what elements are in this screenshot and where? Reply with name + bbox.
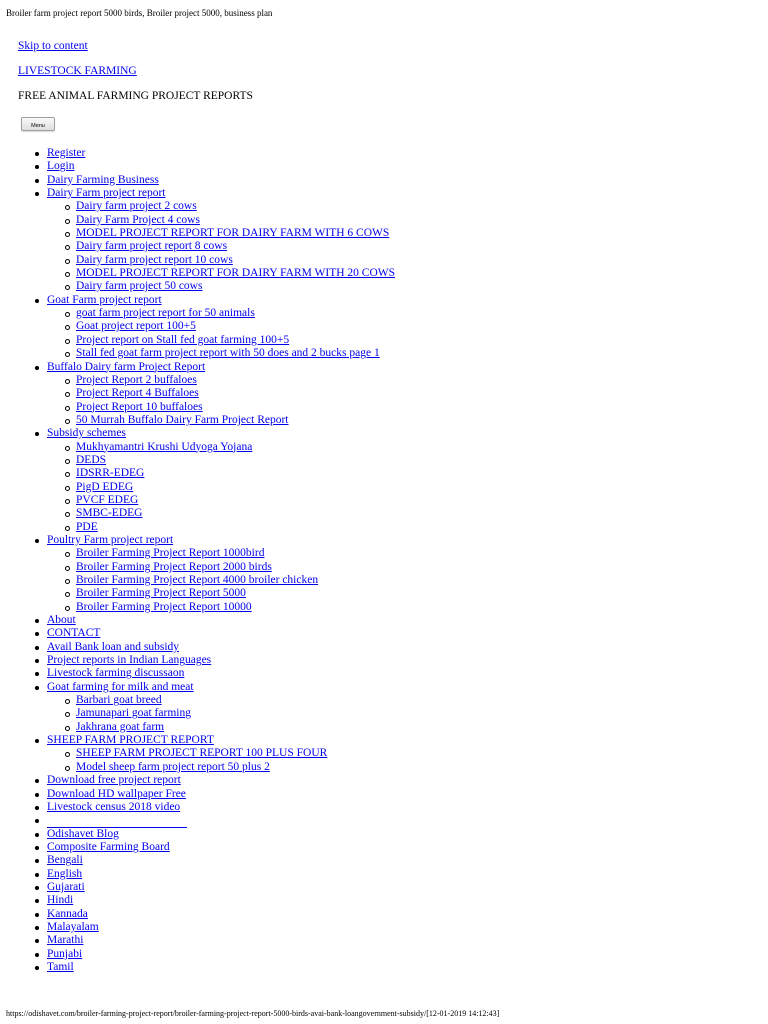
- nav-link[interactable]: Poultry Farm project report: [47, 533, 174, 546]
- submenu-link[interactable]: Model sheep farm project report 50 plus 2: [76, 760, 270, 773]
- submenu-link[interactable]: MODEL PROJECT REPORT FOR DAIRY FARM WITH 6 COWS: [76, 227, 390, 240]
- nav-link[interactable]: Hindi: [47, 894, 74, 907]
- submenu-item: [62, 601, 395, 614]
- submenu-item: [62, 721, 395, 734]
- nav-link[interactable]: Composite Farming Board: [47, 840, 170, 853]
- nav-item: [33, 681, 395, 734]
- nav-link[interactable]: Punjabi: [47, 947, 83, 960]
- submenu-item: [62, 200, 395, 213]
- submenu-link[interactable]: DEDS: [76, 453, 107, 466]
- submenu-item: [62, 747, 395, 760]
- nav-link[interactable]: Login: [47, 160, 75, 173]
- submenu-link[interactable]: Broiler Farming Project Report 10000: [76, 600, 252, 613]
- nav-link[interactable]: Gujarati: [47, 880, 85, 893]
- nav-link[interactable]: CONTACT: [47, 627, 101, 640]
- submenu-link[interactable]: Mukhyamantri Krushi Udyoga Yojana: [76, 440, 253, 453]
- submenu: [47, 200, 395, 293]
- nav-link[interactable]: Dairy Farming Business: [47, 173, 159, 186]
- submenu-item: [62, 227, 395, 240]
- submenu-link[interactable]: SHEEP FARM PROJECT REPORT 100 PLUS FOUR: [76, 747, 328, 760]
- print-footer-url: https://odishavet.com/broiler-farming-project-report/broiler-farming-project-report-5000-birds-avai-bank-loangovernment-subsidy/[12-01-2019 14:12:43]: [6, 1009, 500, 1018]
- submenu-link[interactable]: Goat project report 100+5: [76, 320, 196, 333]
- nav-link[interactable]: Buffalo Dairy farm Project Report: [47, 360, 206, 373]
- nav-link[interactable]: About: [47, 614, 76, 627]
- menu-button[interactable]: Menu: [21, 117, 55, 131]
- submenu-item: [62, 387, 395, 400]
- nav-link[interactable]: Subsidy schemes: [47, 427, 126, 440]
- submenu-link[interactable]: Broiler Farming Project Report 4000 broiler chicken: [76, 574, 319, 586]
- submenu-item: [62, 494, 395, 507]
- submenu-link[interactable]: MODEL PROJECT REPORT FOR DAIRY FARM WITH 20 COWS: [76, 267, 396, 280]
- nav-item: [33, 881, 395, 894]
- submenu-item: [62, 307, 395, 320]
- nav-link[interactable]: Download HD wallpaper Free: [47, 787, 186, 800]
- nav-link[interactable]: English: [47, 867, 83, 880]
- nav-item: [33, 934, 395, 947]
- nav-link[interactable]: Bengali: [47, 854, 83, 867]
- nav-item: [33, 427, 395, 534]
- print-header: Broiler farm project report 5000 birds, Broiler project 5000, business plan: [6, 8, 273, 18]
- submenu-link[interactable]: Project Report 4 Buffaloes: [76, 387, 199, 400]
- submenu-item: [62, 334, 395, 347]
- nav-item: [33, 627, 395, 640]
- nav-link-blank[interactable]: [47, 815, 187, 828]
- nav-item: [33, 160, 395, 173]
- nav-link[interactable]: Register: [47, 147, 86, 159]
- submenu: [47, 441, 395, 534]
- submenu-item: [62, 414, 395, 427]
- nav-link[interactable]: Livestock farming discussaon: [47, 667, 185, 680]
- submenu-link[interactable]: PDE: [76, 520, 98, 533]
- nav-item: [33, 814, 395, 827]
- submenu-item: [62, 574, 395, 587]
- submenu-item: [62, 254, 395, 267]
- nav-item: [33, 534, 395, 614]
- nav-link[interactable]: Kannada: [47, 907, 88, 920]
- submenu-link[interactable]: Broiler Farming Project Report 2000 birds: [76, 560, 272, 573]
- submenu-link[interactable]: IDSRR-EDEG: [76, 467, 145, 480]
- submenu-item: [62, 280, 395, 293]
- nav-link[interactable]: Dairy Farm project report: [47, 187, 166, 200]
- submenu-link[interactable]: Broiler Farming Project Report 1000bird: [76, 547, 265, 560]
- nav-link[interactable]: Goat Farm project report: [47, 293, 162, 306]
- submenu-link[interactable]: Jakhrana goat farm: [76, 720, 165, 733]
- submenu-item: [62, 214, 395, 227]
- submenu-item: [62, 481, 395, 494]
- nav-link[interactable]: Livestock census 2018 video: [47, 800, 181, 813]
- submenu-link[interactable]: goat farm project report for 50 animals: [76, 307, 255, 320]
- main-navigation: [0, 147, 395, 974]
- nav-item: [33, 641, 395, 654]
- submenu-link[interactable]: PigD EDEG: [76, 480, 134, 493]
- submenu: [47, 694, 395, 734]
- submenu-item: [62, 320, 395, 333]
- submenu-link[interactable]: Dairy farm project 50 cows: [76, 280, 203, 293]
- submenu-link[interactable]: Project Report 2 buffaloes: [76, 373, 197, 386]
- nav-link[interactable]: Odishavet Blog: [47, 827, 119, 840]
- nav-item: [33, 667, 395, 680]
- submenu-item: [62, 467, 395, 480]
- nav-link[interactable]: Download free project report: [47, 774, 181, 787]
- submenu-link[interactable]: Project Report 10 buffaloes: [76, 400, 203, 413]
- submenu-link[interactable]: SMBC-EDEG: [76, 507, 143, 520]
- nav-item: [33, 174, 395, 187]
- nav-item: [33, 841, 395, 854]
- submenu-item: [62, 561, 395, 574]
- submenu-link[interactable]: Dairy farm project report 8 cows: [76, 240, 228, 253]
- submenu-item: [62, 694, 395, 707]
- submenu-item: [62, 707, 395, 720]
- submenu: [47, 747, 395, 774]
- nav-link[interactable]: Malayalam: [47, 920, 99, 933]
- submenu-item: [62, 240, 395, 253]
- submenu-item: [62, 761, 395, 774]
- nav-item: [33, 948, 395, 961]
- nav-item: [33, 921, 395, 934]
- submenu-link[interactable]: Barbari goat breed: [76, 694, 162, 707]
- nav-link[interactable]: Avail Bank loan and subsidy: [47, 640, 180, 653]
- nav-link[interactable]: Tamil: [47, 960, 74, 973]
- submenu-item: [62, 441, 395, 454]
- submenu-item: [62, 401, 395, 414]
- nav-item: [33, 961, 395, 974]
- submenu-link[interactable]: PVCF EDEG: [76, 493, 139, 506]
- submenu: [47, 547, 395, 614]
- nav-item: [33, 868, 395, 881]
- nav-item: [33, 187, 395, 294]
- nav-item: [33, 788, 395, 801]
- submenu-item: [62, 507, 395, 520]
- nav-item: [33, 361, 395, 428]
- nav-item: [33, 774, 395, 787]
- submenu-link[interactable]: Stall fed goat farm project report with 50 does and 2 bucks page 1: [76, 347, 380, 360]
- submenu-item: [62, 547, 395, 560]
- nav-item: [33, 908, 395, 921]
- submenu-link[interactable]: 50 Murrah Buffalo Dairy Farm Project Report: [76, 413, 289, 426]
- nav-item: [33, 654, 395, 667]
- nav-link[interactable]: Marathi: [47, 934, 84, 947]
- submenu-link[interactable]: Dairy farm project report 10 cows: [76, 253, 233, 266]
- submenu-link[interactable]: Jamunapari goat farming: [76, 707, 191, 720]
- site-tagline: FREE ANIMAL FARMING PROJECT REPORTS: [18, 90, 253, 102]
- submenu-link[interactable]: Dairy Farm Project 4 cows: [76, 213, 200, 226]
- nav-link[interactable]: Project reports in Indian Languages: [47, 654, 212, 667]
- submenu: [47, 374, 395, 427]
- nav-item: [33, 734, 395, 774]
- nav-link[interactable]: SHEEP FARM PROJECT REPORT: [47, 734, 214, 747]
- submenu-link[interactable]: Project report on Stall fed goat farming 100+5: [76, 333, 290, 346]
- nav-item: [33, 147, 395, 160]
- skip-to-content-link[interactable]: Skip to content: [18, 40, 88, 52]
- nav-item: [33, 894, 395, 907]
- submenu-item: [62, 587, 395, 600]
- submenu-item: [62, 521, 395, 534]
- submenu-item: [62, 374, 395, 387]
- submenu-item: [62, 347, 395, 360]
- site-title-link[interactable]: LIVESTOCK FARMING: [18, 65, 137, 77]
- nav-item: [33, 828, 395, 841]
- submenu-item: [62, 267, 395, 280]
- nav-item: [33, 854, 395, 867]
- submenu: [47, 307, 395, 360]
- nav-item: [33, 294, 395, 361]
- submenu-link[interactable]: Dairy farm project 2 cows: [76, 200, 197, 213]
- nav-link[interactable]: Goat farming for milk and meat: [47, 680, 194, 693]
- submenu-link[interactable]: Broiler Farming Project Report 5000: [76, 587, 246, 600]
- nav-item: [33, 614, 395, 627]
- nav-item: [33, 801, 395, 814]
- submenu-item: [62, 454, 395, 467]
